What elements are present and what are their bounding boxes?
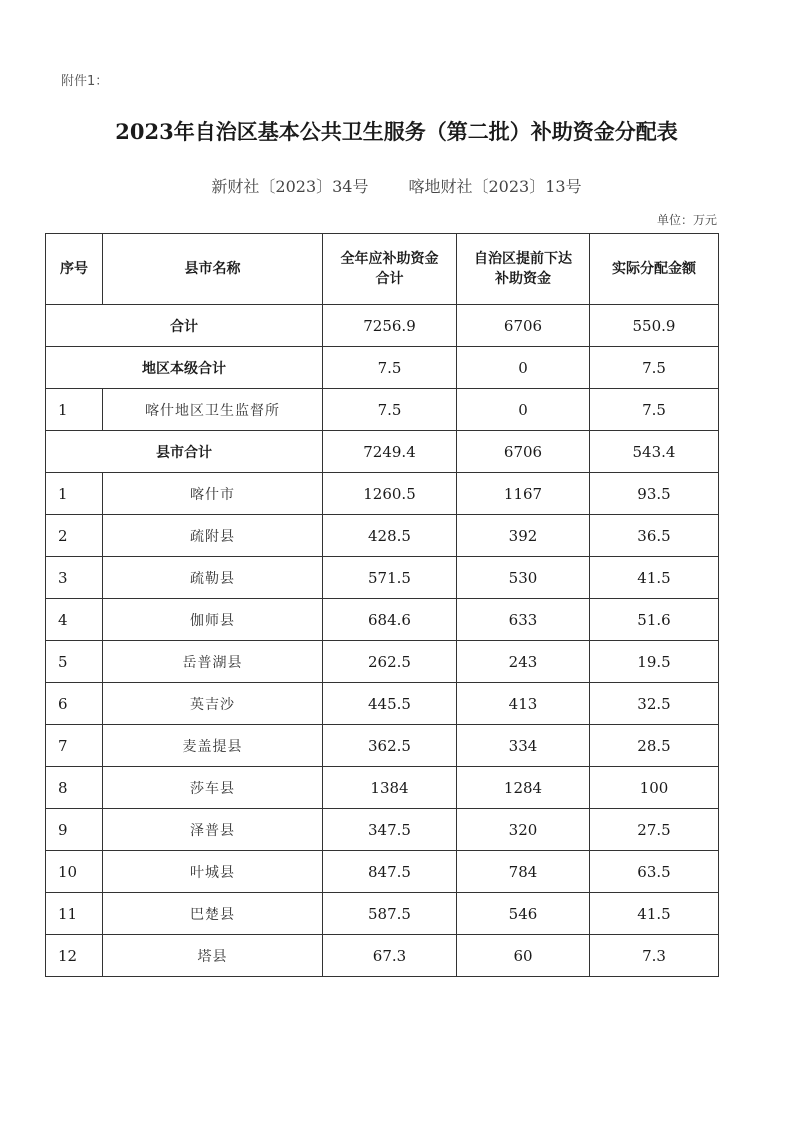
row-county-name: 巴楚县 <box>103 893 323 935</box>
unit-label: 单位：万元 <box>656 213 717 227</box>
table-row <box>46 515 719 557</box>
doc-number-xinjiang: 新财社〔2023〕34号 <box>211 177 369 196</box>
doc-number-kashgar: 喀地财社〔2023〕13号 <box>408 177 582 196</box>
row-seq: 2 <box>46 515 103 557</box>
row-annual: 1260.5 <box>323 473 457 515</box>
table-row <box>46 851 719 893</box>
row-advance: 243 <box>457 641 590 683</box>
row-seq: 5 <box>46 641 103 683</box>
header-advance <box>457 234 590 305</box>
table-row <box>46 767 719 809</box>
row-annual: 445.5 <box>323 683 457 725</box>
county-total-row <box>46 431 719 473</box>
prefecture-total-annual: 7.5 <box>323 347 457 389</box>
row-advance: 546 <box>457 893 590 935</box>
row-seq: 12 <box>46 935 103 977</box>
table-row <box>46 389 719 431</box>
header-annual <box>323 234 457 305</box>
prefecture-total-row <box>46 347 719 389</box>
row-actual: 19.5 <box>590 641 719 683</box>
row-county-name: 疏附县 <box>103 515 323 557</box>
header-seq: 序号 <box>46 234 103 305</box>
header-advance-line2: 补助资金 <box>495 271 551 287</box>
table-row <box>46 683 719 725</box>
table-row <box>46 935 719 977</box>
header-annual-line1: 全年应补助资金 <box>340 251 439 267</box>
row-seq: 6 <box>46 683 103 725</box>
row-annual: 67.3 <box>323 935 457 977</box>
table-row <box>46 557 719 599</box>
row-county-name: 莎车县 <box>103 767 323 809</box>
row-annual: 347.5 <box>323 809 457 851</box>
row-advance: 1167 <box>457 473 590 515</box>
row-actual: 28.5 <box>590 725 719 767</box>
row-actual: 32.5 <box>590 683 719 725</box>
row-advance: 413 <box>457 683 590 725</box>
row-actual: 41.5 <box>590 893 719 935</box>
row-county-name: 塔县 <box>103 935 323 977</box>
row-county-name: 麦盖提县 <box>103 725 323 767</box>
row-actual: 36.5 <box>590 515 719 557</box>
row-county-name: 伽师县 <box>103 599 323 641</box>
row-county-name: 英吉沙 <box>103 683 323 725</box>
row-county-name: 岳普湖县 <box>103 641 323 683</box>
row-seq: 4 <box>46 599 103 641</box>
row-seq: 9 <box>46 809 103 851</box>
row-annual: 587.5 <box>323 893 457 935</box>
prefecture-total-advance: 0 <box>457 347 590 389</box>
row-annual: 262.5 <box>323 641 457 683</box>
prefecture-total-label: 地区本级合计 <box>46 347 323 389</box>
row-advance: 1284 <box>457 767 590 809</box>
row-actual: 41.5 <box>590 557 719 599</box>
row-annual: 847.5 <box>323 851 457 893</box>
row-annual: 684.6 <box>323 599 457 641</box>
table-row <box>46 809 719 851</box>
row-actual: 7.3 <box>590 935 719 977</box>
attachment-label: 附件1： <box>61 74 109 89</box>
row-annual: 362.5 <box>323 725 457 767</box>
county-total-advance: 6706 <box>457 431 590 473</box>
document-numbers <box>0 174 793 197</box>
row-seq: 10 <box>46 851 103 893</box>
row-annual: 1384 <box>323 767 457 809</box>
row-seq: 11 <box>46 893 103 935</box>
row-advance: 60 <box>457 935 590 977</box>
allocation-table <box>45 233 719 977</box>
row-actual: 27.5 <box>590 809 719 851</box>
row-annual: 571.5 <box>323 557 457 599</box>
row-seq: 1 <box>46 389 103 431</box>
document-title: 2023年自治区基本公共卫生服务（第二批）补助资金分配表 <box>115 119 678 144</box>
county-total-annual: 7249.4 <box>323 431 457 473</box>
table-row <box>46 473 719 515</box>
row-actual: 63.5 <box>590 851 719 893</box>
county-total-label: 县市合计 <box>46 431 323 473</box>
row-seq: 1 <box>46 473 103 515</box>
row-actual: 7.5 <box>590 389 719 431</box>
table-header-row <box>46 234 719 305</box>
grand-total-advance: 6706 <box>457 305 590 347</box>
county-total-actual: 543.4 <box>590 431 719 473</box>
header-actual: 实际分配金额 <box>590 234 719 305</box>
row-advance: 530 <box>457 557 590 599</box>
row-county-name: 叶城县 <box>103 851 323 893</box>
grand-total-annual: 7256.9 <box>323 305 457 347</box>
table-row <box>46 893 719 935</box>
grand-total-actual: 550.9 <box>590 305 719 347</box>
header-name: 县市名称 <box>103 234 323 305</box>
row-county-name: 喀什市 <box>103 473 323 515</box>
row-advance: 633 <box>457 599 590 641</box>
header-advance-line1: 自治区提前下达 <box>474 251 572 267</box>
table-row <box>46 599 719 641</box>
table-row <box>46 725 719 767</box>
row-county-name: 泽普县 <box>103 809 323 851</box>
row-annual: 7.5 <box>323 389 457 431</box>
row-advance: 392 <box>457 515 590 557</box>
row-advance: 0 <box>457 389 590 431</box>
row-seq: 7 <box>46 725 103 767</box>
header-annual-line2: 合计 <box>375 271 404 287</box>
grand-total-row <box>46 305 719 347</box>
row-advance: 334 <box>457 725 590 767</box>
row-actual: 51.6 <box>590 599 719 641</box>
row-actual: 100 <box>590 767 719 809</box>
row-seq: 3 <box>46 557 103 599</box>
table-row <box>46 641 719 683</box>
grand-total-label: 合计 <box>46 305 323 347</box>
row-county-name: 疏勒县 <box>103 557 323 599</box>
row-county-name: 喀什地区卫生监督所 <box>103 389 323 431</box>
prefecture-total-actual: 7.5 <box>590 347 719 389</box>
row-actual: 93.5 <box>590 473 719 515</box>
row-advance: 784 <box>457 851 590 893</box>
row-seq: 8 <box>46 767 103 809</box>
row-annual: 428.5 <box>323 515 457 557</box>
row-advance: 320 <box>457 809 590 851</box>
